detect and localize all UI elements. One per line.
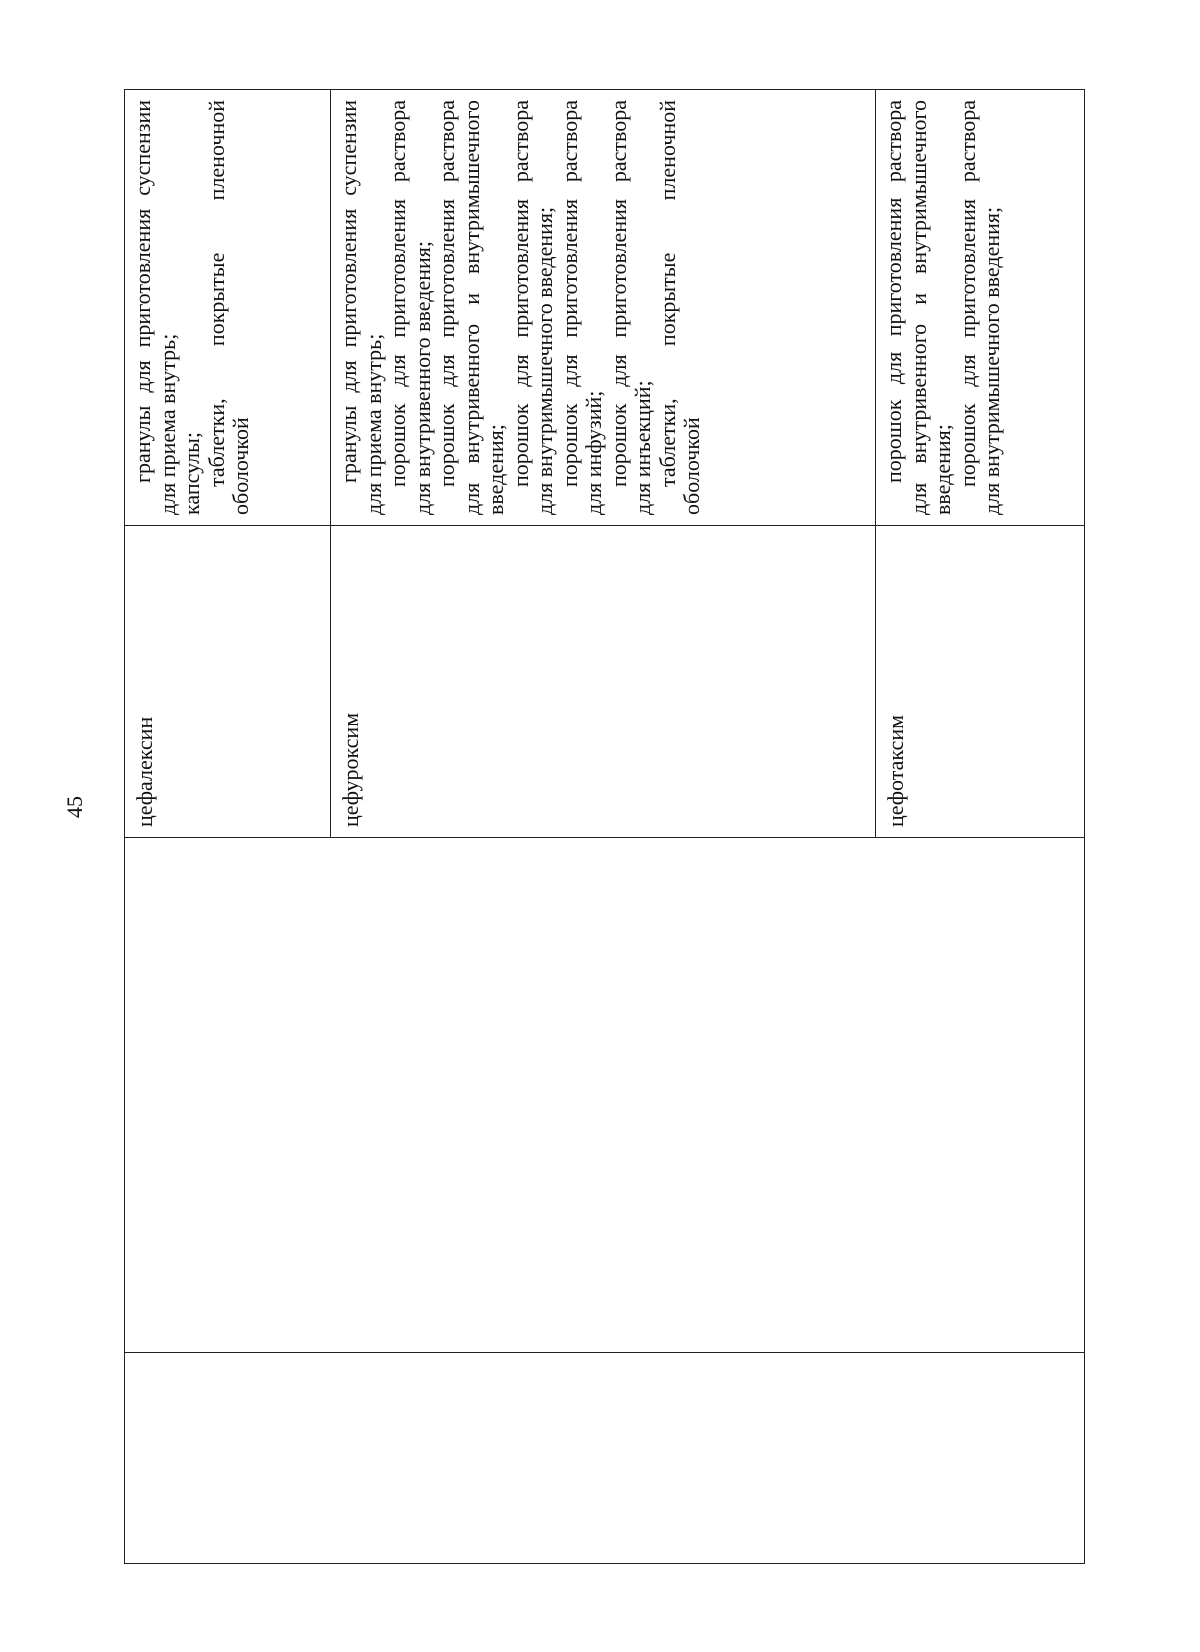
drug-name: цефалексин	[132, 716, 157, 827]
drug-name-cell	[125, 526, 331, 838]
dosage-form: порошок для приготовления раствора для внутривенного и внутримышечного введения;	[434, 100, 508, 515]
drug-table	[124, 89, 1085, 1564]
table-row	[125, 90, 331, 1564]
dosage-form: порошок для приготовления раствора для инъекций;	[605, 100, 655, 515]
dosage-form: порошок для приготовления раствора для внутримышечного введения;	[954, 100, 1004, 515]
drug-name: цефотаксим	[883, 714, 908, 827]
dosage-forms-cell	[876, 90, 1085, 526]
page-number: 45	[62, 796, 87, 818]
atc-group-cell	[125, 838, 1085, 1353]
dosage-form: гранулы для приготовления суспензии для приема внутрь;	[336, 100, 386, 515]
dosage-form: порошок для приготовления раствора для внутривенного и внутримышечного введения;	[881, 100, 955, 515]
atc-code-cell	[125, 1353, 1085, 1564]
dosage-form: порошок для приготовления раствора для внутривенного введения;	[385, 100, 435, 515]
dosage-form: порошок для приготовления раствора для инфузий;	[556, 100, 606, 515]
dosage-forms-cell	[125, 90, 331, 526]
drug-name-cell	[876, 526, 1085, 838]
dosage-forms-cell	[331, 90, 876, 526]
dosage-form: капсулы;	[179, 432, 204, 515]
dosage-form: таблетки, покрытые пленочной оболочкой	[654, 100, 704, 515]
drug-name-cell	[331, 526, 876, 838]
dosage-form: порошок для приготовления раствора для внутримышечного введения;	[507, 100, 557, 515]
rotated-table-container	[124, 90, 1084, 1564]
dosage-form: таблетки, покрытые пленочной оболочкой	[203, 100, 253, 515]
dosage-form: гранулы для приготовления суспензии для приема внутрь;	[130, 100, 180, 515]
drug-name: цефуроксим	[338, 712, 363, 827]
